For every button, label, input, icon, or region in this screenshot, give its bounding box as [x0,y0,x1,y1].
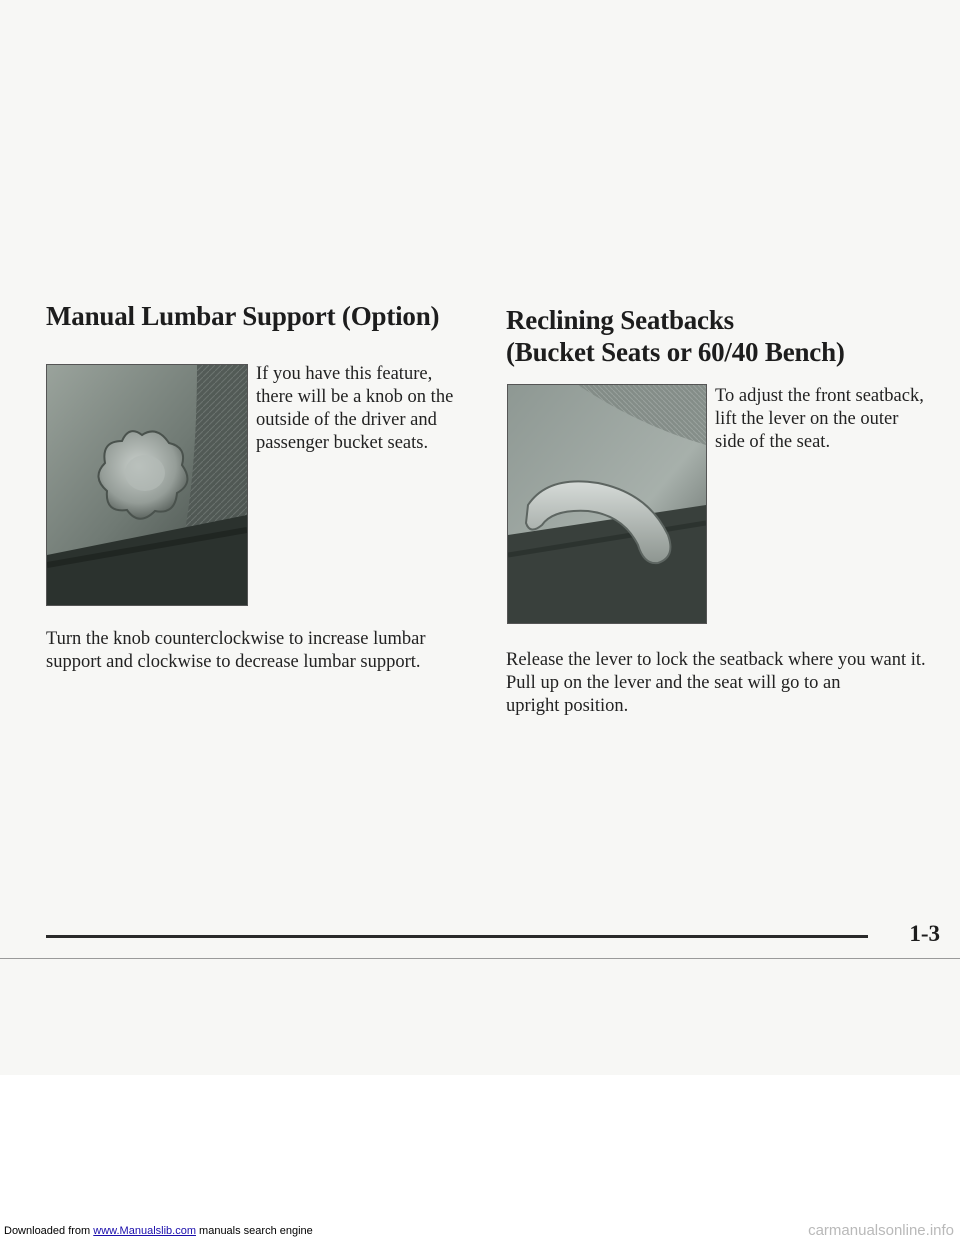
lumbar-instructions-line: support and clockwise to decrease lumbar support. [46,652,421,672]
lumbar-intro-line: there will be a knob on the [256,387,454,407]
heading-line: Reclining Seatbacks [506,305,734,335]
heading-line: (Bucket Seats or 60/40 Bench) [506,337,845,367]
page-footer-rule [46,935,868,938]
seatback-instructions-line: upright position. [506,696,629,716]
seatback-intro-line: side of the seat. [715,432,831,452]
page-number: 1-3 [909,921,940,946]
footer-prefix: Downloaded from [4,1225,94,1237]
lumbar-intro-line: passenger bucket seats. [256,433,429,453]
seatback-instructions-line: Pull up on the lever and the seat will go to an [506,673,841,693]
footer-suffix: manuals search engine [195,1225,313,1237]
lumbar-instructions-text [46,628,486,674]
download-footer [4,1225,313,1238]
lumbar-intro-line: outside of the driver and [256,410,437,430]
reclining-seatbacks-heading [506,304,926,368]
seatback-intro-line: To adjust the front seatback, [715,386,924,406]
seatback-instructions-line: Release the lever to lock the seatback where you want it. [506,650,926,670]
page-bottom-rule [0,958,960,959]
manualslib-link[interactable]: www.Manualslib.com [93,1225,196,1237]
seatback-instructions-text [506,649,946,718]
seatback-intro-line: lift the lever on the outer [715,409,899,429]
lumbar-support-heading: Manual Lumbar Support (Option) [46,301,440,331]
footer-band [0,1075,960,1242]
lumbar-instructions-line: Turn the knob counterclockwise to increase lumbar [46,629,426,649]
lumbar-intro-line: If you have this feature, [256,364,433,384]
seatback-lever-photo [507,384,707,624]
watermark: carmanualsonline.info [808,1222,954,1239]
seatback-intro-text [715,385,945,454]
lumbar-intro-text [256,363,476,455]
lumbar-knob-photo [46,364,248,606]
